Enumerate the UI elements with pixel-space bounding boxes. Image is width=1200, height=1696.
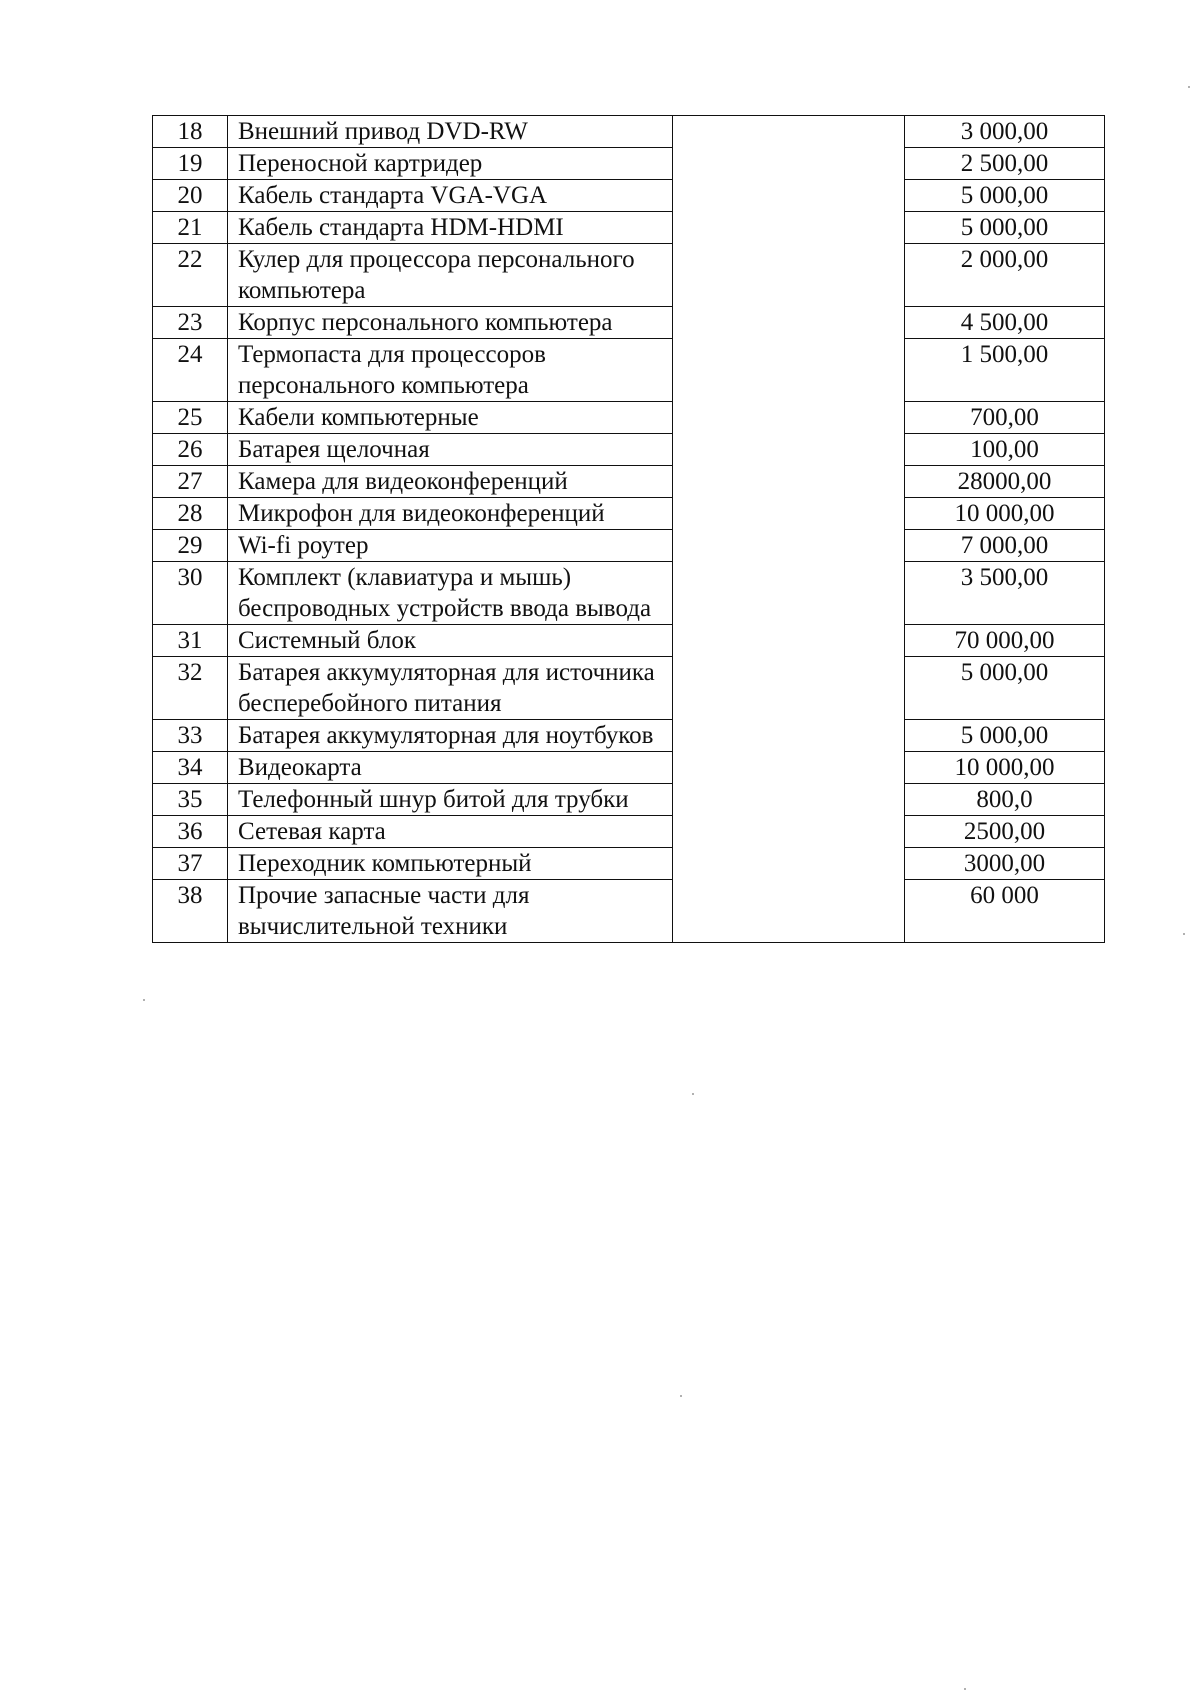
item-price: 1 500,00	[905, 339, 1105, 402]
item-price: 3000,00	[905, 848, 1105, 880]
scan-speck	[692, 1093, 694, 1095]
blank-column-cell	[673, 752, 905, 784]
item-price: 7 000,00	[905, 530, 1105, 562]
blank-column-cell	[673, 307, 905, 339]
item-name: Кабели компьютерные	[228, 402, 673, 434]
blank-column-cell	[673, 816, 905, 848]
table-row	[153, 625, 1105, 657]
scan-speck	[1188, 86, 1190, 88]
item-price: 28000,00	[905, 466, 1105, 498]
table-row	[153, 530, 1105, 562]
item-name: Термопаста для процессоров персонального компьютера	[228, 339, 673, 402]
item-name: Внешний привод DVD-RW	[228, 116, 673, 148]
blank-column-cell	[673, 466, 905, 498]
row-number: 33	[153, 720, 228, 752]
row-number: 26	[153, 434, 228, 466]
item-price: 2500,00	[905, 816, 1105, 848]
row-number: 28	[153, 498, 228, 530]
blank-column-cell	[673, 148, 905, 180]
blank-column-cell	[673, 880, 905, 943]
table-row	[153, 657, 1105, 720]
item-price: 700,00	[905, 402, 1105, 434]
item-name: Прочие запасные части для вычислительной техники	[228, 880, 673, 943]
row-number: 18	[153, 116, 228, 148]
blank-column-cell	[673, 498, 905, 530]
blank-column-cell	[673, 530, 905, 562]
table-row	[153, 244, 1105, 307]
table-row	[153, 720, 1105, 752]
row-number: 35	[153, 784, 228, 816]
item-name: Батарея щелочная	[228, 434, 673, 466]
row-number: 20	[153, 180, 228, 212]
blank-column-cell	[673, 562, 905, 625]
item-name: Корпус персонального компьютера	[228, 307, 673, 339]
scan-speck	[1183, 933, 1185, 935]
item-name: Батарея аккумуляторная для источника бесперебойного питания	[228, 657, 673, 720]
scan-speck	[143, 999, 145, 1001]
blank-column-cell	[673, 212, 905, 244]
item-price: 4 500,00	[905, 307, 1105, 339]
item-name: Переходник компьютерный	[228, 848, 673, 880]
blank-column-cell	[673, 434, 905, 466]
item-price: 5 000,00	[905, 212, 1105, 244]
item-price: 10 000,00	[905, 498, 1105, 530]
table-row	[153, 402, 1105, 434]
blank-column-cell	[673, 625, 905, 657]
table-row	[153, 180, 1105, 212]
item-price: 3 500,00	[905, 562, 1105, 625]
item-name: Комплект (клавиатура и мышь) беспроводных устройств ввода вывода	[228, 562, 673, 625]
blank-column-cell	[673, 116, 905, 148]
item-name: Кабель стандарта HDM-HDMI	[228, 212, 673, 244]
table-row	[153, 212, 1105, 244]
row-number: 22	[153, 244, 228, 307]
row-number: 37	[153, 848, 228, 880]
row-number: 30	[153, 562, 228, 625]
blank-column-cell	[673, 180, 905, 212]
table-row	[153, 816, 1105, 848]
item-price: 60 000	[905, 880, 1105, 943]
table-row	[153, 848, 1105, 880]
row-number: 36	[153, 816, 228, 848]
row-number: 19	[153, 148, 228, 180]
table-row	[153, 116, 1105, 148]
table-row	[153, 562, 1105, 625]
item-price: 5 000,00	[905, 657, 1105, 720]
row-number: 24	[153, 339, 228, 402]
table-row	[153, 307, 1105, 339]
item-price: 800,0	[905, 784, 1105, 816]
item-name: Видеокарта	[228, 752, 673, 784]
item-name: Камера для видеоконференций	[228, 466, 673, 498]
item-price: 5 000,00	[905, 720, 1105, 752]
blank-column-cell	[673, 244, 905, 307]
blank-column-cell	[673, 784, 905, 816]
item-price: 10 000,00	[905, 752, 1105, 784]
table-row	[153, 434, 1105, 466]
table-row	[153, 752, 1105, 784]
scan-speck	[680, 1395, 682, 1397]
item-price: 100,00	[905, 434, 1105, 466]
table-row	[153, 498, 1105, 530]
item-name: Телефонный шнур битой для трубки	[228, 784, 673, 816]
row-number: 31	[153, 625, 228, 657]
item-price: 2 000,00	[905, 244, 1105, 307]
blank-column-cell	[673, 339, 905, 402]
item-name: Переносной картридер	[228, 148, 673, 180]
item-name: Кулер для процессора персонального компьютера	[228, 244, 673, 307]
table-row	[153, 784, 1105, 816]
item-name: Кабель стандарта VGA-VGA	[228, 180, 673, 212]
blank-column-cell	[673, 720, 905, 752]
blank-column-cell	[673, 402, 905, 434]
blank-column-cell	[673, 657, 905, 720]
row-number: 38	[153, 880, 228, 943]
item-name: Системный блок	[228, 625, 673, 657]
price-table-body	[153, 116, 1105, 943]
table-row	[153, 148, 1105, 180]
table-row	[153, 880, 1105, 943]
row-number: 29	[153, 530, 228, 562]
row-number: 25	[153, 402, 228, 434]
table-row	[153, 466, 1105, 498]
item-price: 3 000,00	[905, 116, 1105, 148]
price-table	[152, 115, 1105, 943]
row-number: 27	[153, 466, 228, 498]
row-number: 34	[153, 752, 228, 784]
item-price: 2 500,00	[905, 148, 1105, 180]
scan-speck	[964, 1688, 966, 1690]
item-name: Микрофон для видеоконференций	[228, 498, 673, 530]
item-name: Батарея аккумуляторная для ноутбуков	[228, 720, 673, 752]
row-number: 23	[153, 307, 228, 339]
item-price: 70 000,00	[905, 625, 1105, 657]
row-number: 21	[153, 212, 228, 244]
blank-column-cell	[673, 848, 905, 880]
table-row	[153, 339, 1105, 402]
item-name: Сетевая карта	[228, 816, 673, 848]
item-price: 5 000,00	[905, 180, 1105, 212]
row-number: 32	[153, 657, 228, 720]
item-name: Wi-fi роутер	[228, 530, 673, 562]
